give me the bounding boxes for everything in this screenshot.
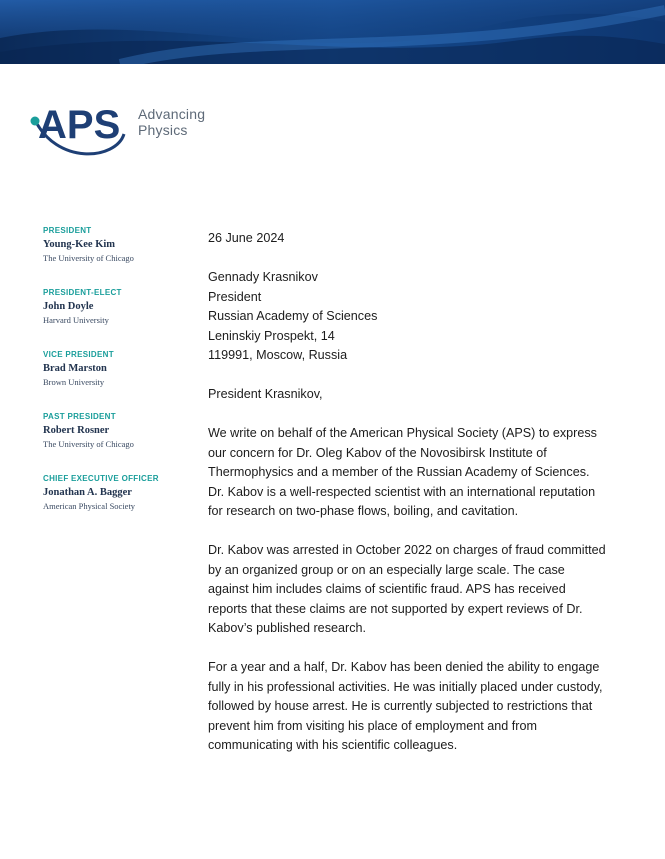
salutation: President Krasnikov,	[208, 387, 323, 401]
aps-logo	[26, 100, 226, 162]
recipient-title: President	[208, 289, 262, 304]
logo-tagline	[138, 106, 205, 138]
aps-logo-mark	[26, 100, 134, 162]
header-banner	[0, 0, 665, 64]
officer-name: Jonathan A. Bagger	[43, 487, 132, 498]
letter-date: 26 June 2024	[208, 231, 285, 245]
officer-past-president	[43, 411, 193, 473]
logo-wordmark: APS	[38, 103, 121, 147]
officer-org: Brown University	[43, 377, 105, 387]
officer-org: The University of Chicago	[43, 253, 134, 263]
officer-title: CHIEF EXECUTIVE OFFICER	[43, 474, 159, 483]
recipient-org: Russian Academy of Sciences	[208, 309, 378, 323]
officer-name: Robert Rosner	[43, 425, 110, 436]
officer-title: PAST PRESIDENT	[43, 412, 116, 421]
officer-vice-president	[43, 349, 193, 411]
officer-name: Brad Marston	[43, 363, 107, 374]
officer-title: PRESIDENT-ELECT	[43, 288, 122, 297]
officer-org: The University of Chicago	[43, 439, 134, 449]
letter-body	[208, 229, 608, 775]
recipient-name: Gennady Krasnikov	[208, 270, 318, 284]
banner-wave-graphic	[0, 0, 665, 64]
body-paragraph: We write on behalf of the American Physical Society (APS) to express our concern for Dr. Oleg Kabov of the Novosibirsk Institute of Thermophysics and a member of the Russian Academy of Sciences. Dr. Kabov is a well-respected scientist with an international reputation for research on two-phase flows, boiling, and cavitation.	[208, 426, 597, 518]
officer-title: PRESIDENT	[43, 226, 92, 235]
officer-name: Young-Kee Kim	[43, 239, 116, 250]
body-paragraph: For a year and a half, Dr. Kabov has been denied the ability to engage fully in his professional activities. He was initially placed under custody, followed by house arrest. He is currently subjected to restrictions that prevent him from visiting his place of employment and from communicating with his scientific colleagues.	[208, 660, 603, 752]
recipient-address	[208, 268, 608, 366]
officer-name: John Doyle	[43, 301, 94, 312]
logo-tagline-line1: Advancing	[138, 106, 206, 122]
officer-president	[43, 225, 193, 287]
recipient-city: 119991, Moscow, Russia	[208, 348, 348, 362]
logo-tagline-line2: Physics	[138, 122, 188, 138]
officers-sidebar	[43, 225, 193, 535]
body-paragraph: Dr. Kabov was arrested in October 2022 on charges of fraud committed by an organized group or on an especially large scale. The case against him includes claims of scientific fraud. APS has received reports that these claims are not supported by expert reviews of Dr. Kabov’s published research.	[208, 543, 606, 635]
officer-ceo	[43, 473, 193, 535]
officer-title: VICE PRESIDENT	[43, 350, 114, 359]
officer-org: American Physical Society	[43, 501, 136, 511]
officer-president-elect	[43, 287, 193, 349]
officer-org: Harvard University	[43, 315, 109, 325]
recipient-street: Leninskiy Prospekt, 14	[208, 328, 335, 343]
